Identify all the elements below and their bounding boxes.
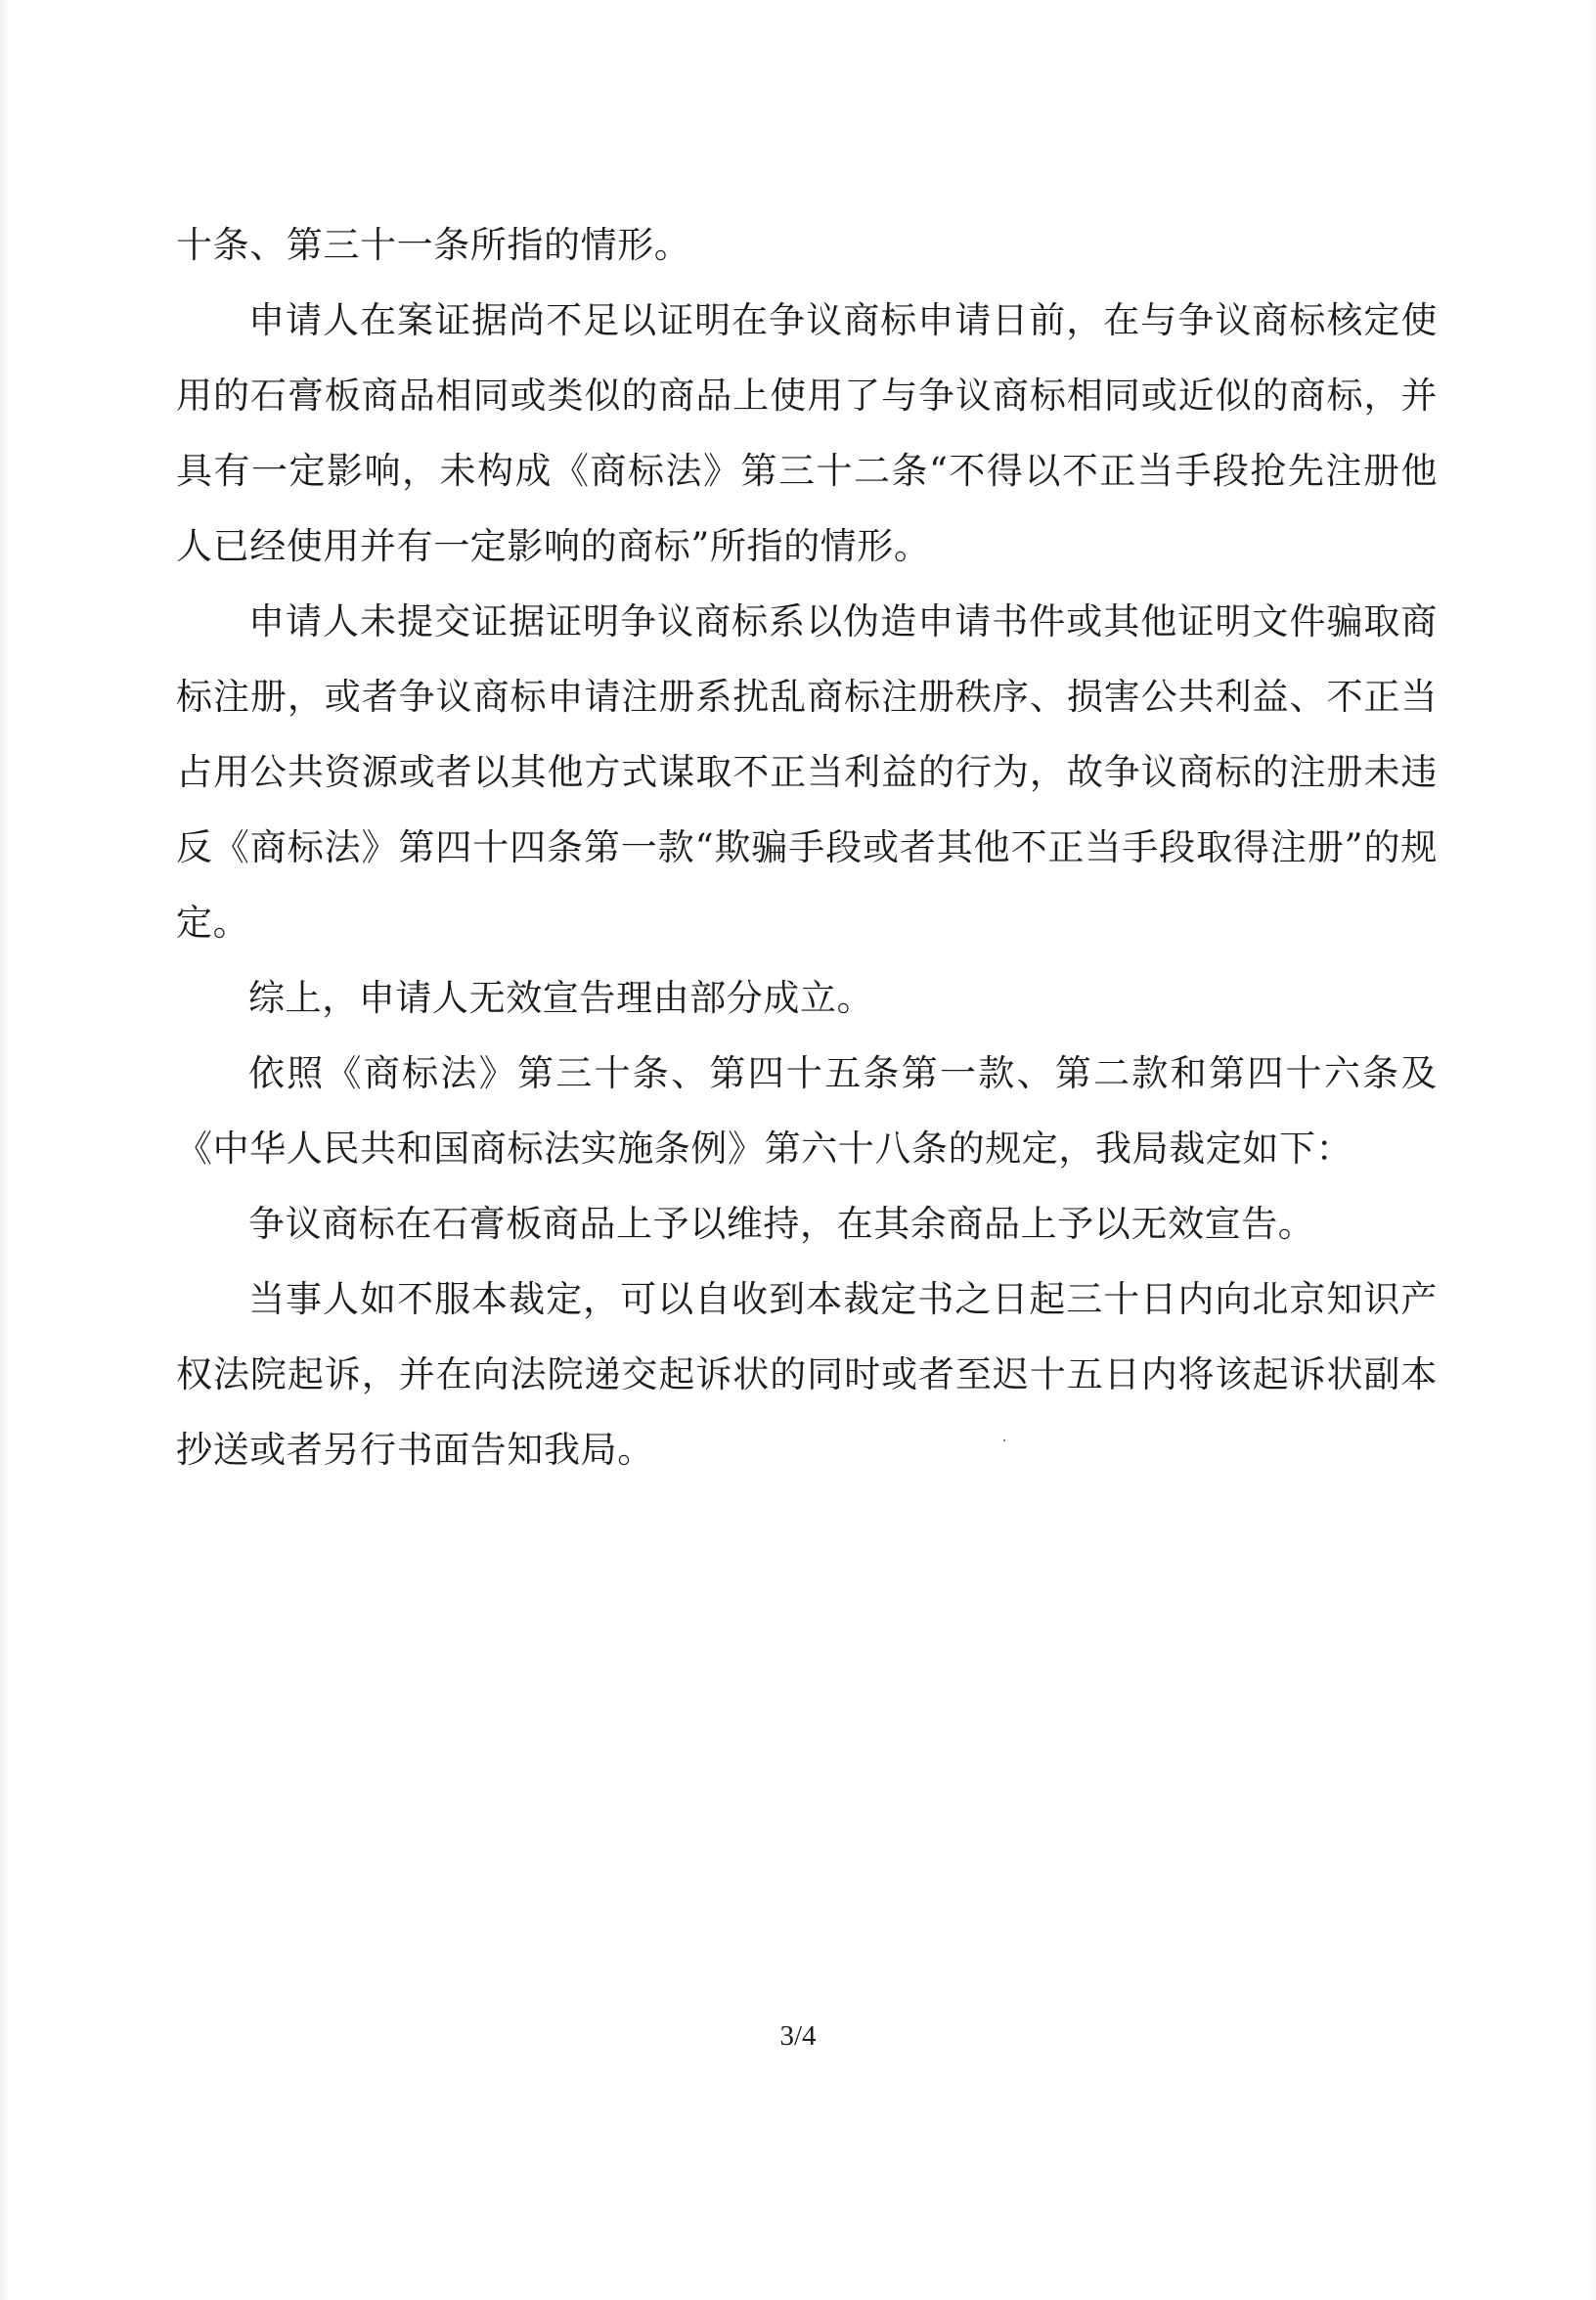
paragraph-article-44: 申请人未提交证据证明争议商标系以伪造申请书件或其他证明文件骗取商标注册，或者争议商标申请注册系扰乱商标注册秩序、损害公共利益、不正当占用公共资源或者以其他方式谋取不正当利益的行为，故争议商标的注册未违反《商标法》第四十四条第一款“欺骗手段或者其他不正当手段取得注册”的规定。 xyxy=(176,600,1438,944)
paragraph-continuation: 十条、第三十一条所指的情形。 xyxy=(176,224,691,266)
paragraph-summary: 综上，申请人无效宣告理由部分成立。 xyxy=(248,977,874,1019)
paragraph-legal-basis: 依照《商标法》第三十条、第四十五条第一款、第二款和第四十六条及《中华人民共和国商标法实施条例》第六十八条的规定，我局裁定如下： xyxy=(176,1052,1438,1170)
paragraph-appeal-notice: 当事人如不服本裁定，可以自收到本裁定书之日起三十日内向北京知识产权法院起诉，并在向法院递交起诉状的同时或者至迟十五日内将该起诉状副本抄送或者另行书面告知我局。 xyxy=(176,1278,1438,1471)
scan-speck xyxy=(1003,1439,1005,1441)
page-number: 3/4 xyxy=(779,2020,817,2052)
document-body xyxy=(176,207,1438,1487)
paragraph-article-32: 申请人在案证据尚不足以证明在争议商标申请日前，在与争议商标核定使用的石膏板商品相同或类似的商品上使用了与争议商标相同或近似的商标，并具有一定影响，未构成《商标法》第三十二条“不得以不正当手段抢先注册他人已经使用并有一定影响的商标”所指的情形。 xyxy=(176,299,1438,567)
scan-shadow-right xyxy=(1586,0,1596,2300)
paragraph-ruling: 争议商标在石膏板商品上予以维持，在其余商品上予以无效宣告。 xyxy=(248,1203,1315,1245)
scan-shadow-left xyxy=(0,0,10,2300)
